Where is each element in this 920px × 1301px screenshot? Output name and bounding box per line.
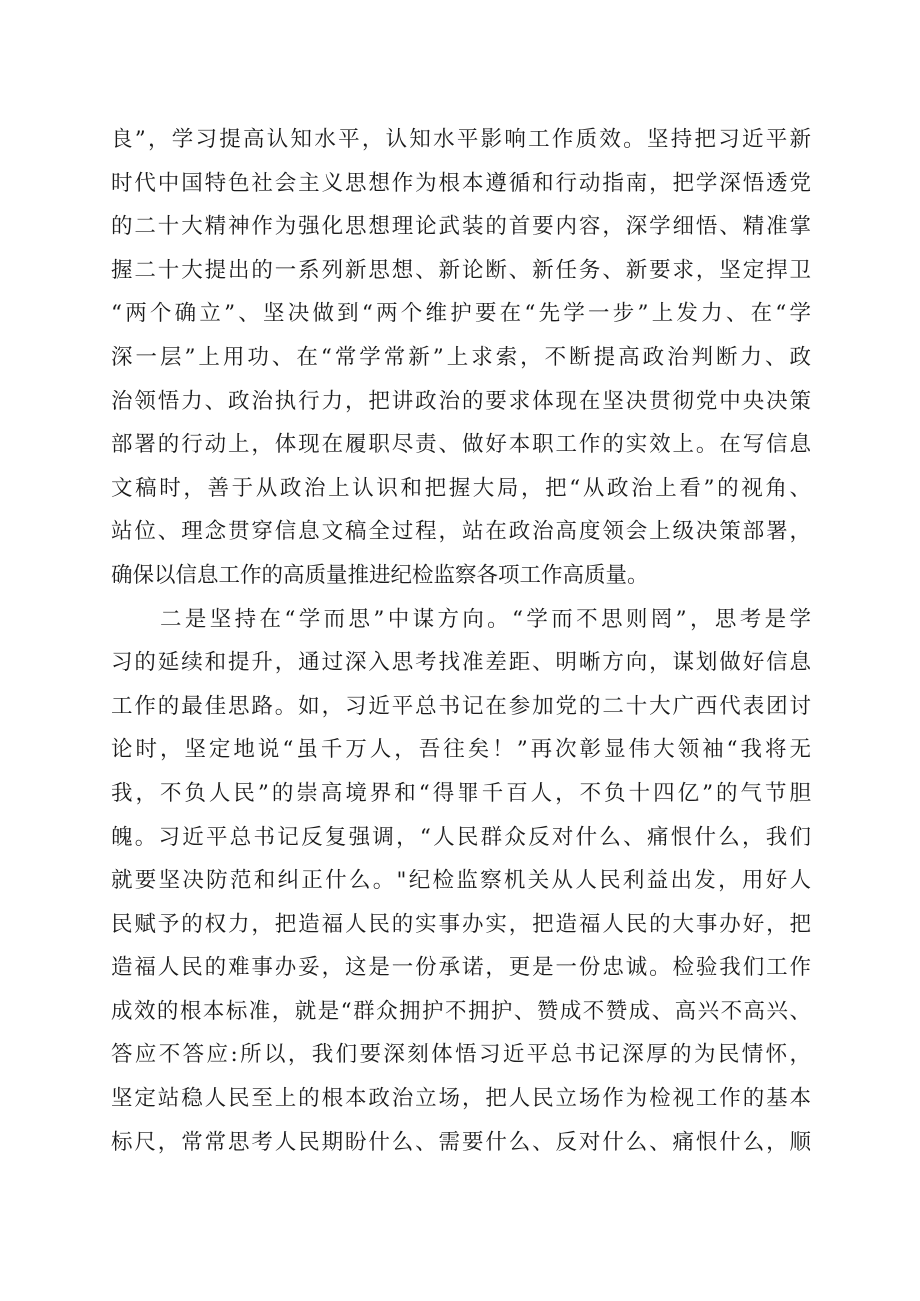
- text-line: 时代中国特色社会主义思想作为根本遵循和行动指南，把学深悟透党: [111, 170, 811, 196]
- text-line: “两个确立”、坚决做到“两个维护要在“先学一步”上发力、在“学: [111, 301, 811, 327]
- text-line: 的二十大精神作为强化思想理论武装的首要内容，深学细悟、精准掌: [111, 214, 811, 240]
- text-line: 答应不答应:所以，我们要深刻体悟习近平总书记深厚的为民情怀，: [111, 1042, 811, 1068]
- text-line: 坚定站稳人民至上的根本政治立场，把人民立场作为检视工作的基本: [111, 1086, 811, 1112]
- text-line: 二是坚持在“学而思”中谋方向。“学而不思则罔”，思考是学: [160, 606, 811, 632]
- text-line: 我，不负人民”的崇高境界和“得罪千百人，不负十四亿”的气节胆: [111, 780, 811, 806]
- text-line: 治领悟力、政治执行力，把讲政治的要求体现在坚决贯彻党中央决策: [111, 388, 811, 414]
- text-line: 民赋予的权力，把造福人民的实事办实，把造福人民的大事办好，把: [111, 911, 811, 937]
- text-line: 论时，坚定地说“虽千万人，吾往矣！”再次彰显伟大领袖“我将无: [111, 737, 811, 763]
- text-line: 魄。习近平总书记反复强调，“人民群众反对什么、痛恨什么，我们: [111, 824, 811, 850]
- text-line: 造福人民的难事办妥，这是一份承诺，更是一份忠诚。检验我们工作: [111, 955, 811, 981]
- text-line: 握二十大提出的一系列新思想、新论断、新任务、新要求，坚定捍卫: [111, 257, 811, 283]
- text-line: 良”，学习提高认知水平，认知水平影响工作质效。坚持把习近平新: [111, 127, 811, 152]
- text-line: 深一层”上用功、在“常学常新”上求索，不断提高政治判断力、政: [111, 344, 811, 370]
- body-text: [111, 118, 811, 1164]
- text-line: 站位、理念贯穿信息文稿全过程，站在政治高度领会上级决策部署，: [111, 519, 811, 545]
- text-line: 标尺，常常思考人民期盼什么、需要什么、反对什么、痛恨什么，顺: [111, 1129, 811, 1155]
- text-line: 工作的最佳思路。如，习近平总书记在参加党的二十大广西代表团讨: [111, 693, 811, 719]
- text-line: 文稿时，善于从政治上认识和把握大局，把“从政治上看”的视角、: [111, 475, 811, 501]
- text-line: 成效的根本标准，就是“群众拥护不拥护、赞成不赞成、高兴不高兴、: [111, 998, 811, 1024]
- text-line: 就要坚决防范和纠正什么。"纪检监察机关从人民利益出发，用好人: [111, 868, 811, 894]
- text-line: 习的延续和提升，通过深入思考找准差距、明晰方向，谋划做好信息: [111, 650, 811, 676]
- text-line: 确保以信息工作的高质量推进纪检监察各项工作高质量。: [111, 562, 649, 588]
- text-line: 部署的行动上，体现在履职尽责、做好本职工作的实效上。在写信息: [111, 432, 811, 458]
